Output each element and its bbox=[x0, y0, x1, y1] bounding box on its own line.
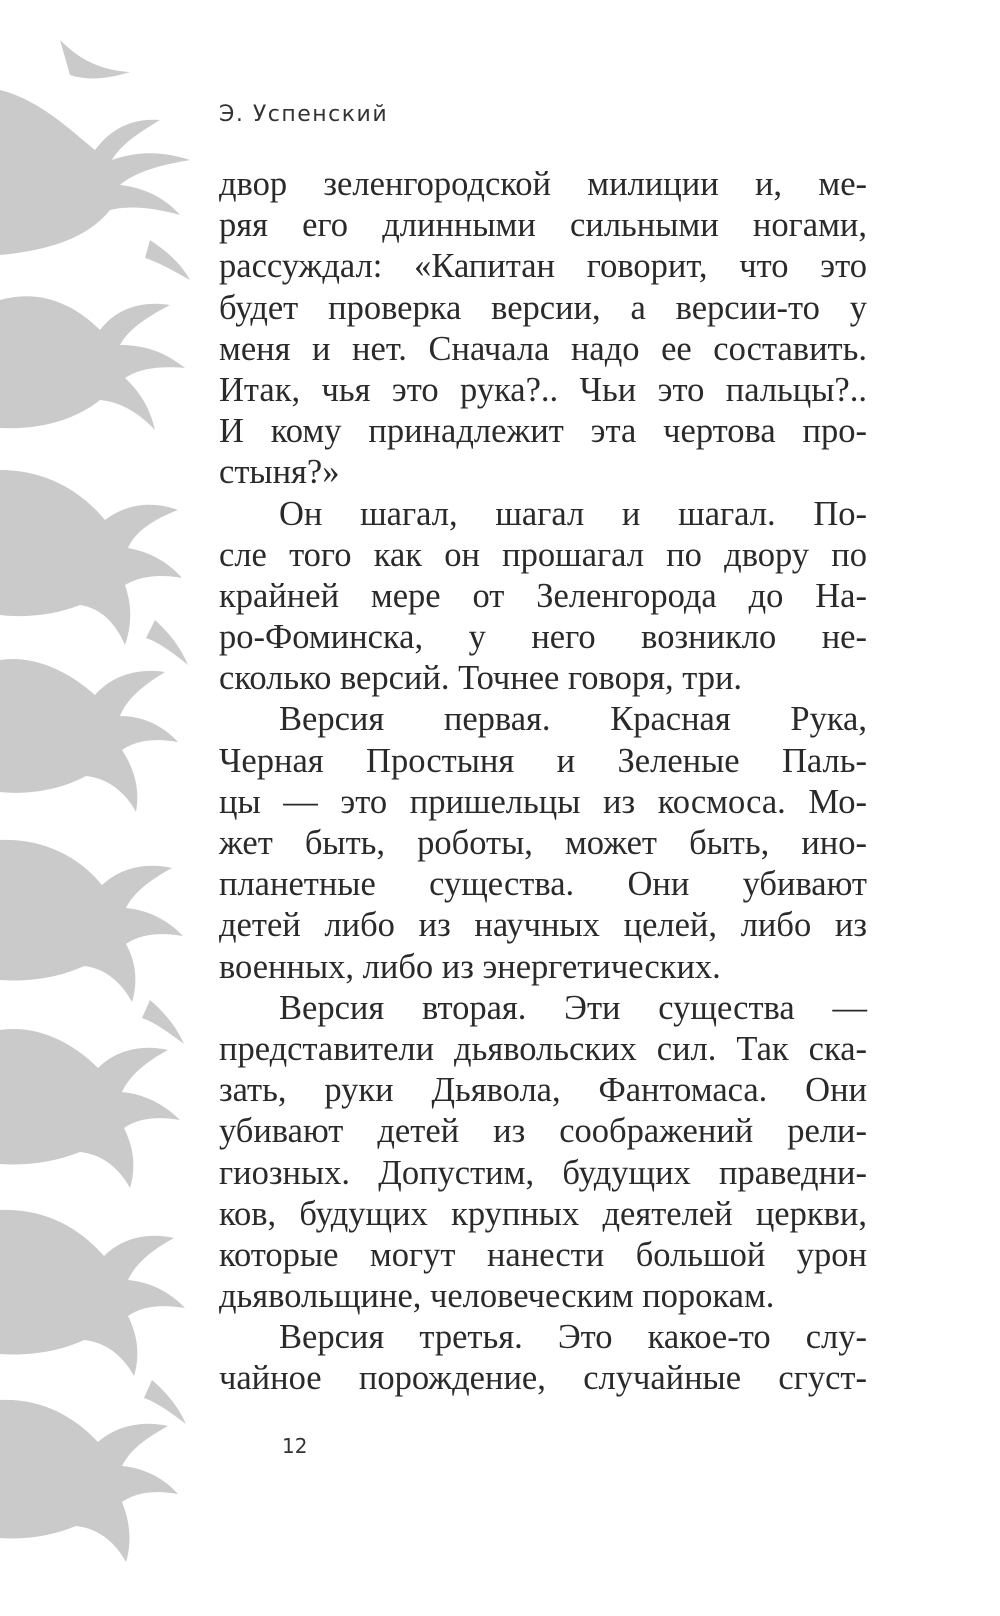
text-line: ряя его длинными сильными ногами, bbox=[219, 206, 867, 245]
text-line: Версия вторая. Эти существа — bbox=[279, 988, 867, 1027]
text-line: представители дьявольских сил. Так ска- bbox=[219, 1029, 867, 1068]
text-line: Итак, чья это рука?.. Чьи это пальцы?.. bbox=[219, 370, 867, 409]
text-line: цы — это пришельцы из космоса. Мо- bbox=[219, 782, 867, 821]
text-line: ро-Фоминска, у него возникло не- bbox=[219, 618, 867, 657]
text-line: И кому принадлежит эта чертова про- bbox=[219, 412, 867, 451]
text-line: Версия первая. Красная Рука, bbox=[279, 700, 867, 739]
text-line: сле того как он прошагал по двору по bbox=[219, 535, 867, 574]
running-head: Э. Успенский bbox=[219, 102, 389, 127]
text-line: убивают детей из соображений рели- bbox=[219, 1112, 867, 1151]
text-line: планетные существа. Они убивают bbox=[219, 865, 867, 904]
text-line: будет проверка версии, а версии-то у bbox=[219, 288, 867, 327]
page-number: 12 bbox=[282, 1434, 308, 1458]
text-line: военных, либо из энергетических. bbox=[219, 947, 721, 986]
text-line: двор зеленгородской милиции и, ме- bbox=[219, 165, 867, 203]
text-line: ков, будущих крупных деятелей церкви, bbox=[219, 1194, 867, 1233]
text-line: крайней мере от Зеленгорода до На- bbox=[219, 576, 867, 615]
hands-decoration bbox=[0, 0, 200, 1616]
text-line: стыня?» bbox=[219, 453, 340, 492]
text-line: которые могут нанести большой урон bbox=[219, 1235, 867, 1274]
text-line: Версия третья. Это какое-то слу- bbox=[279, 1318, 867, 1357]
body-text bbox=[219, 164, 867, 1400]
ghostly-hands-icon bbox=[0, 0, 200, 1616]
text-line: чайное порождение, случайные сгуст- bbox=[219, 1359, 867, 1398]
text-line: зать, руки Дьявола, Фантомаса. Они bbox=[219, 1071, 867, 1110]
text-line: жет быть, роботы, может быть, ино- bbox=[219, 824, 867, 862]
text-line: дьявольщине, человеческим порокам. bbox=[219, 1277, 775, 1316]
text-line: гиозных. Допустим, будущих праведни- bbox=[219, 1153, 867, 1192]
text-line: меня и нет. Сначала надо ее составить. bbox=[219, 329, 867, 368]
text-line: детей либо из научных целей, либо из bbox=[219, 906, 867, 945]
text-line: Черная Простыня и Зеленые Паль- bbox=[219, 741, 867, 780]
text-line: Он шагал, шагал и шагал. По- bbox=[279, 494, 867, 533]
text-line: сколько версий. Точнее говоря, три. bbox=[219, 659, 743, 698]
text-line: рассуждал: «Капитан говорит, что это bbox=[219, 247, 867, 286]
